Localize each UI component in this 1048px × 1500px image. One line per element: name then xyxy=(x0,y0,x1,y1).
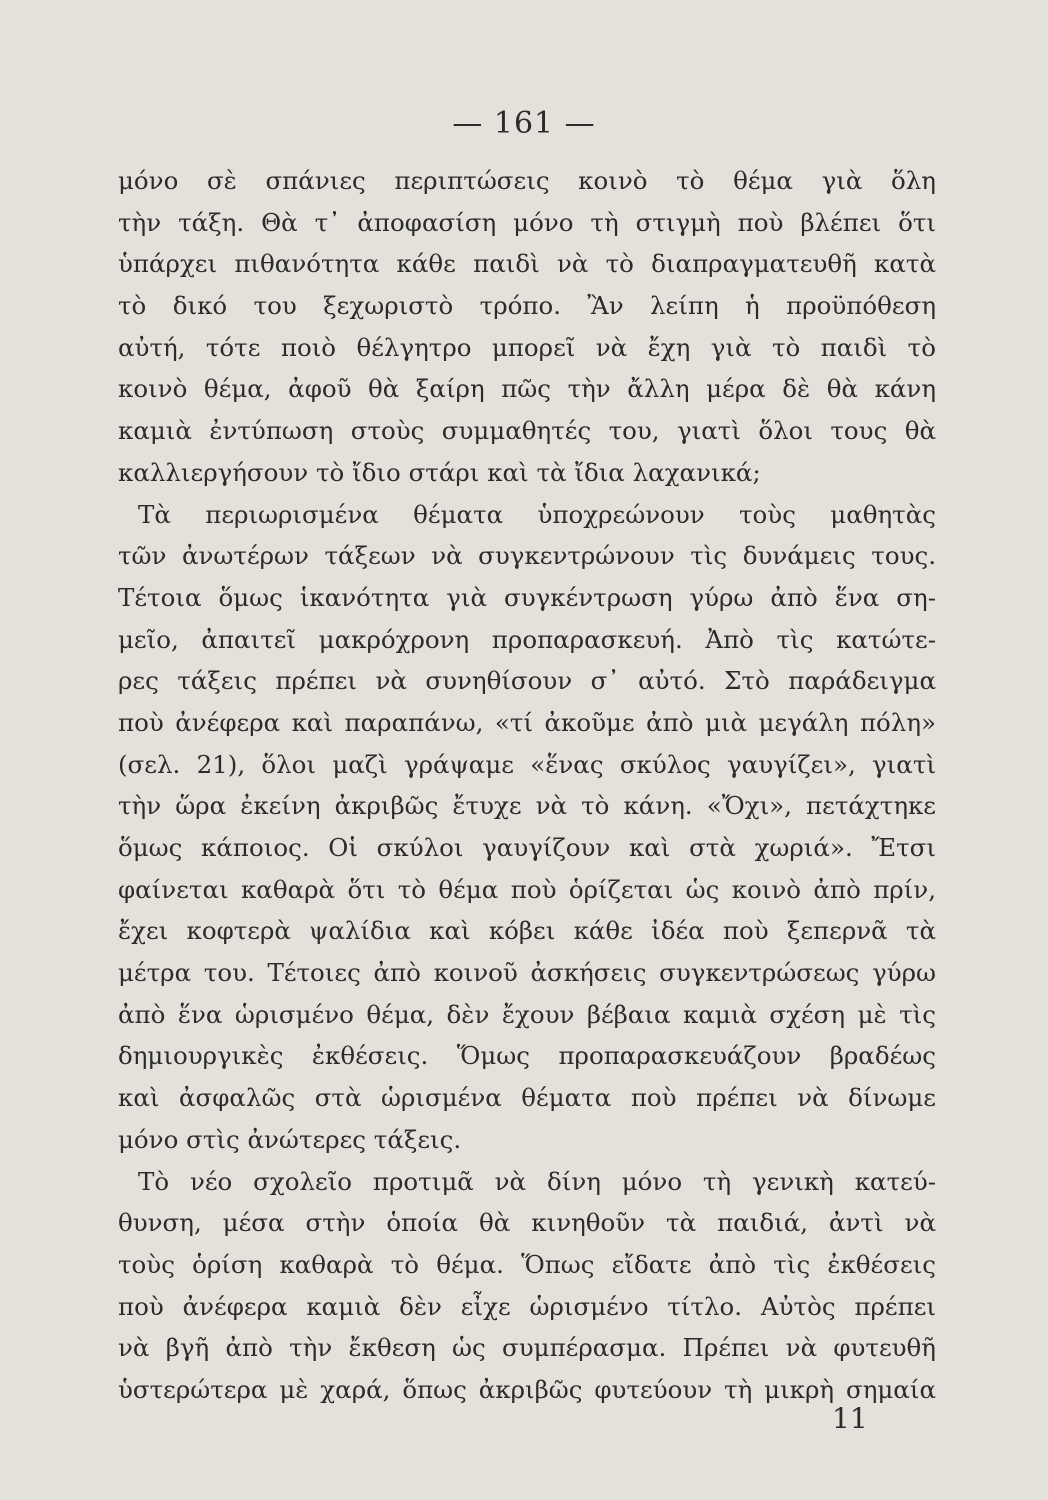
text-line: καὶ ἀσφαλῶς στὰ ὡρισμένα θέματα ποὺ πρέπει νὰ δίνωμε xyxy=(118,1083,936,1113)
text-line: μεῖο, ἀπαιτεῖ μακρόχρονη προπαρασκευή. Ἀπὸ τὶς κατώτε- xyxy=(118,624,936,654)
text-line: μόνο σὲ σπάνιες περιπτώσεις κοινὸ τὸ θέμα γιὰ ὅλη xyxy=(118,166,936,195)
text-line: μόνο στὶς ἀνώτερες τάξεις. xyxy=(118,1124,462,1154)
text-line: θυνση, μέσα στὴν ὁποία θὰ κινηθοῦν τὰ παιδιά, ἀντὶ νὰ xyxy=(118,1208,936,1238)
text-line: νὰ βγῆ ἀπὸ τὴν ἔκθεση ὡς συμπέρασμα. Πρέπει νὰ φυτευθῆ xyxy=(118,1333,936,1363)
text-line: δημιουργικὲς ἐκθέσεις. Ὅμως προπαρασκευάζουν βραδέως xyxy=(118,1041,936,1071)
text-line: ὅμως κάποιος. Οἱ σκύλοι γαυγίζουν καὶ στὰ χωριά». Ἔτσι xyxy=(118,833,936,862)
body-text xyxy=(118,160,936,1411)
text-line: Τέτοια ὅμως ἱκανότητα γιὰ συγκέντρωση γύρω ἀπὸ ἕνα ση- xyxy=(118,582,936,612)
text-line: αὐτή, τότε ποιὸ θέλγητρο μπορεῖ νὰ ἔχη γιὰ τὸ παιδὶ τὸ xyxy=(118,332,936,362)
text-line: ποὺ ἀνέφερα καμιὰ δὲν εἶχε ὡρισμένο τίτλο. Αὐτὸς πρέπει xyxy=(118,1291,936,1321)
text-line: ἔχει κοφτερὰ ψαλίδια καὶ κόβει κάθε ἰδέα ποὺ ξεπερνᾶ τὰ xyxy=(118,916,936,946)
text-line: καμιὰ ἐντύπωση στοὺς συμμαθητές του, γιατὶ ὅλοι τους θὰ xyxy=(118,416,936,446)
text-line: τὸ δικό του ξεχωριστὸ τρόπο. Ἂν λείπη ἡ προϋπόθεση xyxy=(118,291,936,321)
text-line: τὴν τάξη. Θὰ τ᾿ ἀποφασίση μόνο τὴ στιγμὴ ποὺ βλέπει ὅτι xyxy=(118,207,936,237)
signature-mark: 11 xyxy=(832,1402,868,1435)
text-line: ἀπὸ ἕνα ὡρισμένο θέμα, δὲν ἔχουν βέβαια καμιὰ σχέση μὲ τὶς xyxy=(118,999,936,1029)
text-line: τοὺς ὁρίση καθαρὰ τὸ θέμα. Ὅπως εἴδατε ἀπὸ τὶς ἐκθέσεις xyxy=(118,1249,936,1279)
text-line: τὴν ὥρα ἐκείνη ἀκριβῶς ἔτυχε νὰ τὸ κάνη. «Ὄχι», πετάχτηκε xyxy=(118,791,936,821)
text-line: ρες τάξεις πρέπει νὰ συνηθίσουν σ᾿ αὐτό. Στὸ παράδειγμα xyxy=(118,666,936,696)
text-line: καλλιεργήσουν τὸ ἴδιο στάρι καὶ τὰ ἴδια λαχανικά; xyxy=(118,457,761,487)
text-line: φαίνεται καθαρὰ ὅτι τὸ θέμα ποὺ ὁρίζεται ὡς κοινὸ ἀπὸ πρίν, xyxy=(118,874,936,904)
text-line: (σελ. 21), ὅλοι μαζὶ γράψαμε «ἕνας σκύλος γαυγίζει», γιατὶ xyxy=(118,749,936,779)
page-number: — 161 — xyxy=(452,106,596,141)
text-line: ὑστερώτερα μὲ χαρά, ὅπως ἀκριβῶς φυτεύουν τὴ μικρὴ σημαία xyxy=(118,1374,936,1404)
text-line: τῶν ἀνωτέρων τάξεων νὰ συγκεντρώνουν τὶς δυνάμεις τους. xyxy=(118,541,936,571)
text-line: μέτρα του. Τέτοιες ἀπὸ κοινοῦ ἀσκήσεις συγκεντρώσεως γύρω xyxy=(118,958,936,988)
text-line: Τὸ νέο σχολεῖο προτιμᾶ νὰ δίνη μόνο τὴ γενικὴ κατεύ- xyxy=(138,1166,936,1196)
text-line: ὑπάρχει πιθανότητα κάθε παιδὶ νὰ τὸ διαπραγματευθῆ κατὰ xyxy=(118,249,936,279)
text-line: Τὰ περιωρισμένα θέματα ὑποχρεώνουν τοὺς μαθητὰς xyxy=(138,499,936,529)
text-line: κοινὸ θέμα, ἀφοῦ θὰ ξαίρη πῶς τὴν ἄλλη μέρα δὲ θὰ κάνη xyxy=(118,374,936,404)
text-line: ποὺ ἀνέφερα καὶ παραπάνω, «τί ἀκοῦμε ἀπὸ μιὰ μεγάλη πόλη» xyxy=(118,707,936,737)
